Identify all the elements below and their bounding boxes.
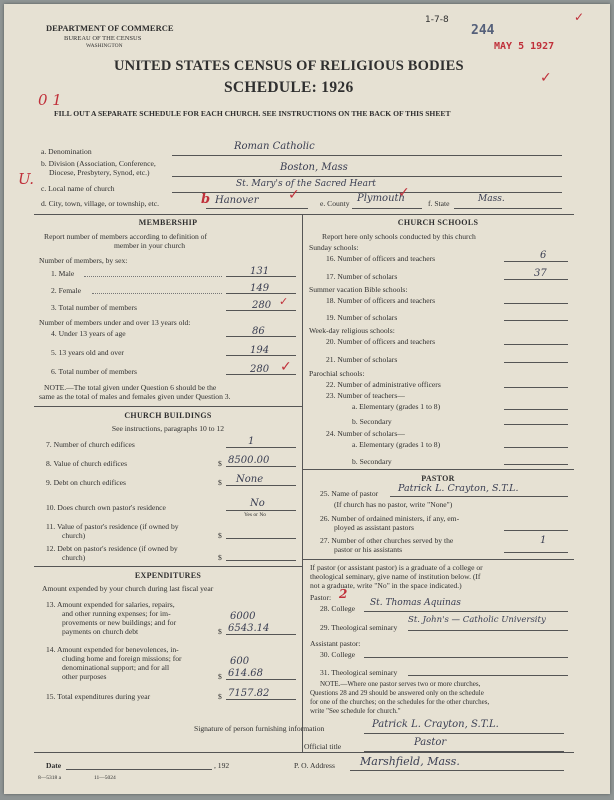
members-by-age-label: Number of members under and over 13 years old: — [39, 318, 191, 327]
bureau-city: WASHINGTON — [86, 43, 123, 49]
division-value: Boston, Mass — [280, 162, 348, 173]
over-13-label: 5. 13 years old and over — [51, 348, 124, 357]
denomination-value: Roman Catholic — [234, 141, 315, 152]
other-churches-count: 1 — [540, 535, 547, 546]
running-expenses-label: 13. Amount expended for salaries, repairs, — [46, 600, 175, 609]
signature-label: Signature of person furnishing information — [194, 724, 325, 733]
residence-value-label: 11. Value of pastor's residence (if owned by — [46, 522, 179, 531]
membership-intro: Report number of members according to definition of — [44, 232, 208, 241]
owns-residence-value: No — [250, 498, 265, 509]
form-number: 8—5318 a — [38, 775, 62, 781]
total-expenditures-label: 15. Total expenditures during year — [46, 692, 151, 701]
sunday-teachers-label: 16. Number of officers and teachers — [326, 254, 436, 263]
city-label: d. City, town, village, or township, etc. — [41, 199, 160, 208]
male-label: 1. Male — [51, 269, 75, 278]
pastor-subheading: Pastor: — [310, 593, 332, 602]
pastor-name-label: 25. Name of pastor — [320, 489, 379, 498]
print-number: 11—5024 — [94, 775, 116, 781]
bureau-name: BUREAU OF THE CENSUS — [64, 35, 142, 42]
edifice-value-label: 8. Value of church edifices — [46, 459, 128, 468]
schools-heading: CHURCH SCHOOLS — [397, 218, 479, 227]
county-value: Plymouth — [357, 193, 405, 204]
u-mark: U. — [18, 170, 35, 188]
form-instruction: FILL OUT A SEPARATE SCHEDULE FOR EACH CHURCH. SEE INSTRUCTIONS ON THE BACK OF THIS SHEET — [54, 109, 451, 118]
pastor-mark: 2 — [339, 587, 348, 601]
checkmark-icon: ✓ — [398, 185, 410, 201]
official-title-value: Pastor — [414, 737, 447, 748]
graduate-instruction: If pastor (or assistant pastor) is a graduate of a college or — [310, 563, 483, 572]
checkmark-icon: ✓ — [574, 10, 585, 24]
male-count: 131 — [250, 266, 270, 277]
yes-no-hint: Yes or No — [244, 512, 267, 518]
schools-intro: Report here only schools conducted by this church — [322, 232, 476, 241]
buildings-heading: CHURCH BUILDINGS — [124, 411, 212, 420]
running-expenses-original: 6000 — [230, 611, 256, 622]
stamp-number: 244 — [471, 23, 495, 38]
sunday-schools-label: Sunday schools: — [309, 243, 359, 252]
local-name-label: c. Local name of church — [41, 184, 115, 193]
denomination-label: a. Denomination — [41, 147, 92, 156]
assistant-pastor-subheading: Assistant pastor: — [310, 639, 361, 648]
edifices-label: 7. Number of church edifices — [46, 440, 135, 449]
weekday-schools-label: Week-day religious schools: — [309, 326, 395, 335]
sunday-scholars-label: 17. Number of scholars — [326, 272, 398, 281]
sunday-teachers-count: 6 — [540, 250, 547, 261]
under-13-count: 86 — [252, 326, 265, 337]
form-title: UNITED STATES CENSUS OF RELIGIOUS BODIES — [114, 58, 464, 74]
membership-intro-2: member in your church — [114, 241, 186, 250]
benevolences-value: 614.68 — [228, 668, 263, 679]
b-mark: b — [201, 192, 211, 207]
division-label-2: Diocese, Presbytery, Synod, etc.) — [49, 168, 150, 177]
edifice-debt-label: 9. Debt on church edifices — [46, 478, 126, 487]
female-label: 2. Female — [51, 286, 81, 295]
checkmark-icon: ✓ — [288, 187, 300, 203]
under-13-label: 4. Under 13 years of age — [51, 329, 126, 338]
stamp-code: 1-7-8 — [425, 15, 449, 25]
membership-note: NOTE.—The total given under Question 6 should be the — [44, 383, 217, 392]
form-subtitle: SCHEDULE: 1926 — [224, 79, 354, 96]
expenditures-heading: EXPENDITURES — [134, 571, 202, 580]
census-schedule-sheet: DEPARTMENT OF COMMERCE BUREAU OF THE CENSUS WASHINGTON 1-7-8 244 MAY 5 1927 UNITED STATES CENSUS OF RELIGIOUS BODIES SCHEDULE: 1926 FILL OUT A SEPARATE SCHEDULE FOR EACH CHURCH. SEE INSTRUCTIONS ON THE BACK OF THIS SHEET 0 1 ✓ ✓ a. Denomination Roman Catholic b. Division (Association, Conference, Diocese, Presbytery, Synod, etc.) Boston, Mass c. Local name of church St. Mary's of the Sacred Heart U. d. City, town, village, or township, etc. b Hanover ✓ e. County Plymouth ✓ f. State Mass. MEMBERSHIP Report number of members according to definition of member in your church Number of members, by sex: 1. Male 131 2. Female 149 3. Total number of members 280 ✓ Number of members under and over 13 years old: 4. Under 13 years of age 86 5. 13 years old and over 194 6. Total number of members 280 ✓ NOTE.—The total given under Question 6 should be the same as the total of males and females given under Question 3. CHURCH BUILDINGS See instructions, paragraphs 10 to 12 7. Number of church edifices 1 8. Value of church edifices $ 8500.00 9. Debt on church edifices $ None 10. Does church own pastor's residence No Yes or No 11. Value of pastor's residence (if owned by church) $ 12. Debt on pastor's residence (if owned by church) $ EXPENDITURES Amount expended by your church during last fiscal year 13. Amount expended for salaries, repairs, and other running expenses; for im- provements or new buildings; and for payments on church debt 6000 $ 6543.14 14. Amount expended for benevolences, in- cluding home and foreign missions; for denominational support; and for all other purposes 600 $ 614.68 15. Total expenditures during year $ 7157.82 CHURCH SCHOOLS Report here only schools conducted by this church Sunday schools: 16. Number of officers and teachers 6 17. Number of scholars 37 Summer vacation Bible schools: 18. Number of officers and teachers 19. Number of scholars Week-day religious schools: 20. Number of officers and teachers 21. Number of scholars Parochial schools: 22. Number of administrative officers 23. Number of teachers— a. Elementary (grades 1 to 8) b. Secondary 24. Number of scholars— a. Elementary (grades 1 to 8) b. Secondary PASTOR 25. Name of pastor Patrick L. Crayton, S.T.L. (If church has no pastor, write "None") 26. Number of ordained ministers, if any, em- ployed as assistant pastors 27. Number of other churches served by the pastor or his assistants 1 If pastor (or assistant pastor) is a graduate of a college or theological seminary, give name of institution below. (If not a graduate, write "No" in the space indicated.) Pastor: 2 28. College St. Thomas Aquinas 29. Theological seminary St. John's — Catholic University Assistant pastor: 30. College 31. Theological seminary NOTE.—Where one pastor serves two or more churches, Questions 28 and 29 should be answered only on the schedule for one of the churches; on the schedules for the other churches, write "See schedule for church." Signature of person furnishing information Patrick L. Crayton, S.T.L. Official title Pastor Date , 192 P. O. Address Marshfield, Mass. 8—5318 a 11—5024 — [4, 4, 610, 794]
received-date-stamp: MAY 5 1927 — [494, 41, 555, 52]
checkmark-icon: ✓ — [540, 70, 552, 86]
date-label: Date — [46, 761, 62, 770]
seminary-value: St. John's — Catholic University — [408, 615, 546, 625]
female-count: 149 — [250, 283, 270, 294]
assistant-ministers-label: 26. Number of ordained ministers, if any, em- — [320, 514, 460, 523]
address-label: P. O. Address — [294, 761, 335, 770]
benevolences-label: 14. Amount expended for benevolences, in- — [46, 645, 179, 654]
parochial-schools-label: Parochial schools: — [309, 369, 365, 378]
college-label: 28. College — [320, 604, 356, 613]
sunday-scholars-count: 37 — [534, 268, 547, 279]
seminary-label: 29. Theological seminary — [320, 623, 398, 632]
over-13-count: 194 — [250, 345, 270, 356]
members-by-sex-label: Number of members, by sex: — [39, 256, 128, 265]
residence-debt-label: 12. Debt on pastor's residence (if owned by — [46, 544, 178, 553]
local-name-value: St. Mary's of the Sacred Heart — [236, 179, 376, 189]
handwritten-code: 0 1 — [38, 91, 62, 109]
other-churches-label: 27. Number of other churches served by the — [320, 536, 454, 545]
owns-residence-label: 10. Does church own pastor's residence — [46, 503, 166, 512]
edifices-count: 1 — [248, 436, 255, 447]
total-members-sex: 280 — [252, 300, 272, 311]
pastor-heading: PASTOR — [421, 474, 455, 483]
edifice-debt: None — [236, 474, 264, 485]
college-value: St. Thomas Aquinas — [370, 598, 461, 608]
date-year: , 192 — [214, 761, 230, 770]
buildings-sub: See instructions, paragraphs 10 to 12 — [111, 424, 225, 433]
official-title-label: Official title — [304, 742, 342, 751]
benevolences-original: 600 — [230, 656, 250, 667]
total-expenditures-value: 7157.82 — [228, 688, 270, 699]
signature-value: Patrick L. Crayton, S.T.L. — [372, 719, 499, 730]
total-members-age: 280 — [250, 364, 270, 375]
address-value: Marshfield, Mass. — [360, 755, 460, 768]
membership-note-2: same as the total of males and females given under Question 3. — [39, 392, 231, 401]
county-label: e. County — [320, 199, 350, 208]
edifice-value: 8500.00 — [228, 455, 270, 466]
pastor-name-hint: (If church has no pastor, write "None") — [334, 500, 453, 509]
pastor-note: NOTE.—Where one pastor serves two or more churches, — [320, 680, 481, 688]
division-label: b. Division (Association, Conference, — [41, 159, 156, 168]
department-name: DEPARTMENT OF COMMERCE — [46, 23, 174, 33]
total-members-age-label: 6. Total number of members — [51, 367, 138, 376]
city-value: Hanover — [215, 195, 259, 206]
total-members-label: 3. Total number of members — [51, 303, 138, 312]
state-value: Mass. — [478, 194, 505, 204]
state-label: f. State — [428, 199, 450, 208]
membership-heading: MEMBERSHIP — [138, 218, 198, 227]
checkmark-icon: ✓ — [279, 295, 289, 308]
running-expenses-value: 6543.14 — [228, 623, 270, 634]
expenditures-sub: Amount expended by your church during last fiscal year — [42, 584, 214, 593]
summer-schools-label: Summer vacation Bible schools: — [309, 285, 408, 294]
checkmark-icon: ✓ — [280, 359, 292, 375]
pastor-name-value: Patrick L. Crayton, S.T.L. — [398, 483, 519, 494]
